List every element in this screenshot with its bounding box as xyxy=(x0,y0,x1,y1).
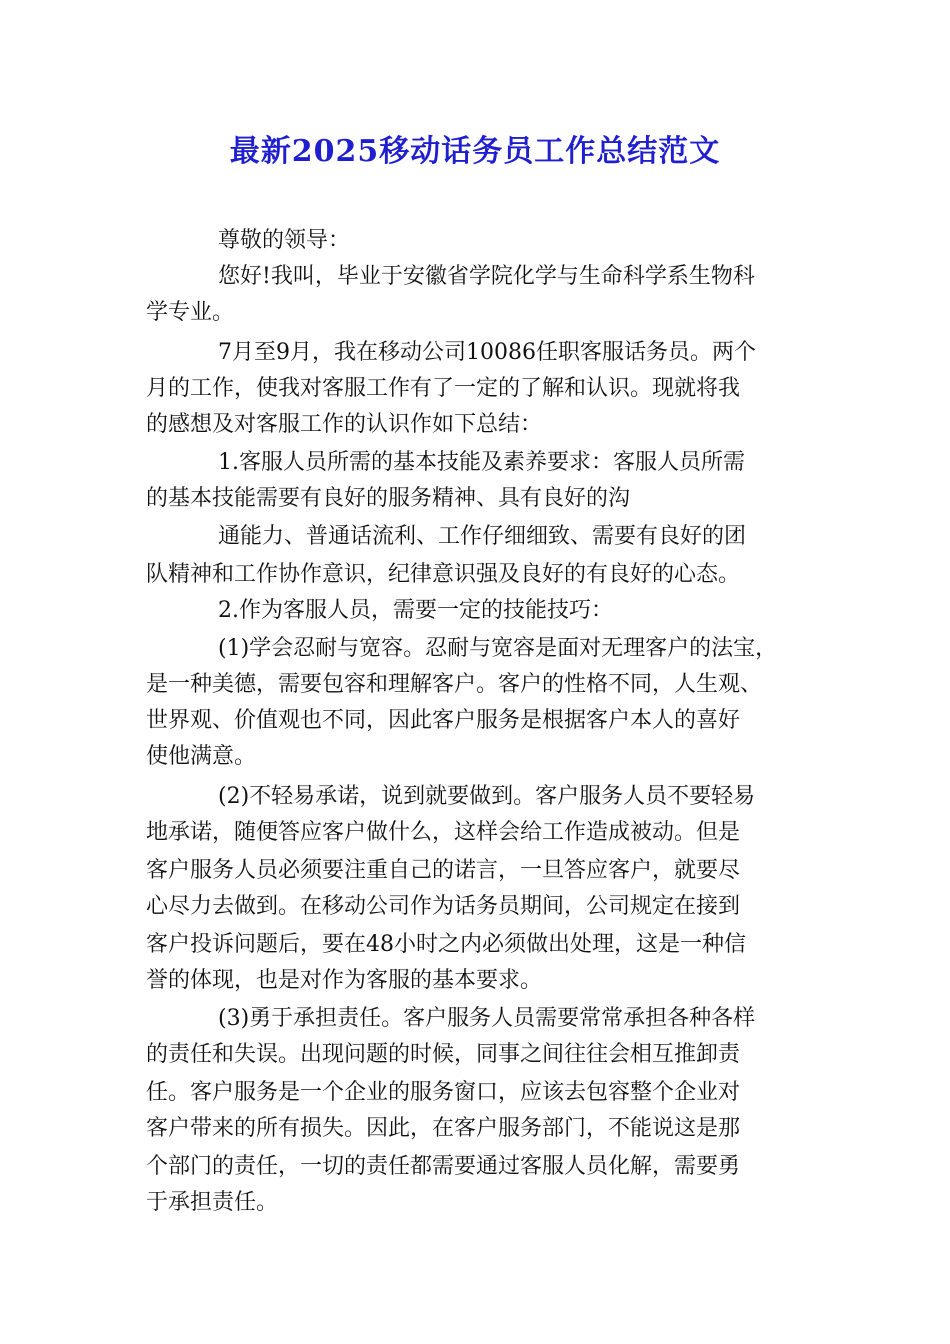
paragraph-line: 客户投诉问题后，要在48小时之内必须做出处理，这是一种信 xyxy=(146,932,746,957)
paragraph-line: (1)学会忍耐与宽容。忍耐与宽容是面对无理客户的法宝， xyxy=(218,636,778,661)
paragraph-line: 客户带来的所有损失。因此，在客户服务部门，不能说这是那 xyxy=(146,1116,741,1141)
paragraph-line: 是一种美德，需要包容和理解客户。客户的性格不同，人生观、 xyxy=(146,672,763,697)
paragraph-line: 队精神和工作协作意识，纪律意识强及良好的有良好的心态。 xyxy=(146,562,741,587)
paragraph-line: (2)不轻易承诺，说到就要做到。客户服务人员不要轻易 xyxy=(218,784,756,809)
paragraph-line: 任。客户服务是一个企业的服务窗口，应该去包容整个企业对 xyxy=(146,1080,741,1105)
paragraph-line: 的感想及对客服工作的认识作如下总结： xyxy=(146,412,543,437)
paragraph-line: 地承诺，随便答应客户做什么，这样会给工作造成被动。但是 xyxy=(146,820,741,845)
paragraph-line: 心尽力去做到。在移动公司作为话务员期间，公司规定在接到 xyxy=(146,894,741,919)
document-title: 最新2025移动话务员工作总结范文 xyxy=(229,134,721,169)
paragraph-line: 于承担责任。 xyxy=(146,1190,279,1215)
paragraph-line: 学专业。 xyxy=(146,300,235,325)
paragraph-line: 誉的体现，也是对作为客服的基本要求。 xyxy=(146,968,543,993)
paragraph-line: 您好!我叫，毕业于安徽省学院化学与生命科学系生物科 xyxy=(218,264,755,289)
paragraph-line: 使他满意。 xyxy=(146,744,257,769)
paragraph-line: 通能力、普通话流利、工作仔细细致、需要有良好的团 xyxy=(218,524,747,549)
paragraph-line: 月的工作，使我对客服工作有了一定的了解和认识。现就将我 xyxy=(146,376,741,401)
paragraph-line: 个部门的责任，一切的责任都需要通过客服人员化解，需要勇 xyxy=(146,1154,741,1179)
paragraph-line: (3)勇于承担责任。客户服务人员需要常常承担各种各样 xyxy=(218,1006,756,1031)
paragraph-line: 的基本技能需要有良好的服务精神、具有良好的沟 xyxy=(146,486,631,511)
paragraph-line: 2.作为客服人员，需要一定的技能技巧： xyxy=(218,598,613,623)
paragraph-line: 世界观、价值观也不同，因此客户服务是根据客户本人的喜好 xyxy=(146,708,741,733)
paragraph-line: 客户服务人员必须要注重自己的诺言，一旦答应客户，就要尽 xyxy=(146,858,741,883)
salutation-line: 尊敬的领导： xyxy=(218,228,351,253)
paragraph-line: 的责任和失误。出现问题的时候，同事之间往往会相互推卸责 xyxy=(146,1042,741,1067)
paragraph-line: 1.客服人员所需的基本技能及素养要求：客服人员所需 xyxy=(218,450,745,475)
paragraph-line: 7月至9月，我在移动公司10086任职客服话务员。两个 xyxy=(218,340,756,365)
